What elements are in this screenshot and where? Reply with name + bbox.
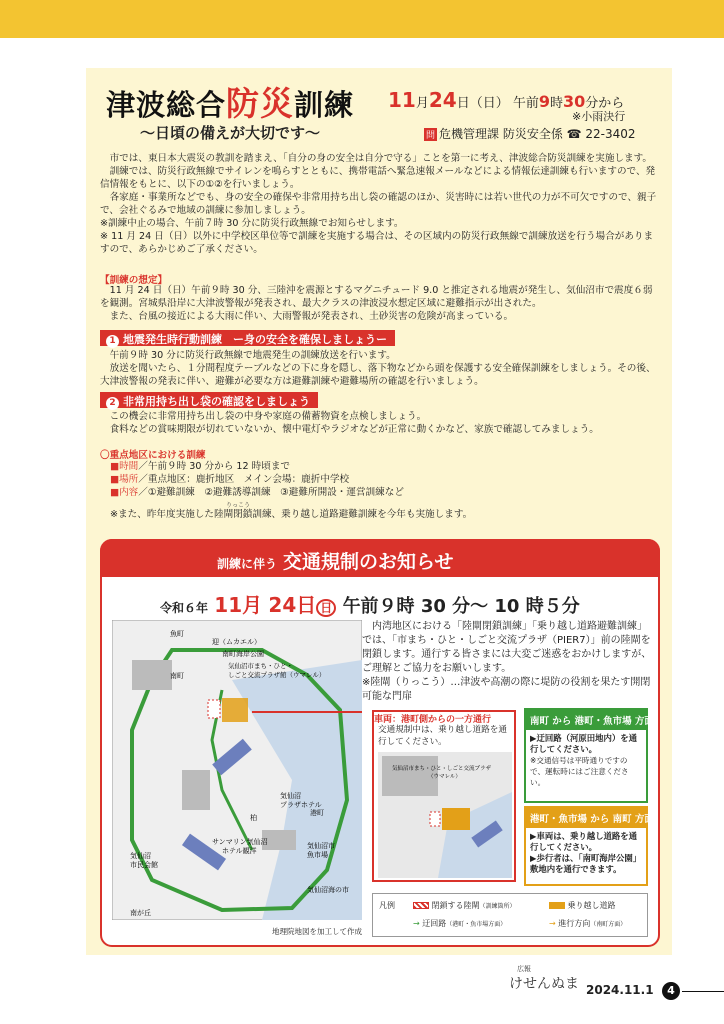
bypass-road-marker	[222, 698, 248, 722]
traffic-description: 内湾地区における「陸閘閉鎖訓練」「乗り越し道路避難訓練」では、「市まち・ひと・しごと交流プラザ（PIER7）」前の陸閘を閉鎖します。通行する皆さまには大変ご迷惑をおかけしますが、ご理解とご協力をお願いします。 ※陸閘（りっこう）…津波や高潮の際に堤防の役割を果たす開閉可能な門扉	[362, 621, 652, 702]
page-subtitle: ～日頃の備えが大切です～	[140, 124, 321, 142]
focus-note: ※また、昨年度実施した陸閘閉鎖訓練、乗り越し道路避難訓練を今年も実施します。	[110, 509, 473, 520]
green-route-note: ※交通信号は平時通りですので、運転時にはご注意ください。	[530, 756, 629, 787]
publication-logo: 広報 けせんぬま	[509, 965, 579, 992]
rain-note: ※小雨決行	[572, 110, 626, 123]
page-number: 4	[662, 982, 680, 1000]
label-plaza-2: しごと交流プラザ館（ウマレル）	[228, 671, 326, 679]
label-minami: 南町	[170, 672, 184, 680]
inset-plaza-label: 気仙沼市まち・ひと・しごと交流プラザ	[392, 766, 492, 772]
page-title: 津波総合防災訓練	[106, 84, 355, 123]
focus-heading: 〇重点地区における訓練	[100, 450, 206, 461]
label-plaza: 気仙沼市まち・ひと・	[228, 662, 293, 670]
detour-inset-map	[378, 752, 512, 878]
legend-closed: 閉鎖する陸閘（訓練箇所）	[413, 900, 516, 911]
map-legend	[372, 893, 648, 937]
label-shimin: 気仙沼	[130, 852, 151, 860]
section2-text: この機会に非常用持ち出し袋の中身や家庭の備蓄物資を点検しましょう。 食料などの賞味期限が切れていないか、懐中電灯やラジオなどが正常に動くかなど、家族で確認してみましょう。	[100, 411, 599, 435]
intro-text: 市では、東日本大震災の教訓を踏まえ、「自分の身の安全は自分で守る」ことを第一に考え、津波総合防災訓練を実施します。 訓練では、防災行政無線でサイレンを鳴らすとともに、携帯電話へ緊急速報メールなどによる情報伝達訓練も行いますので、発信情報をもとに、以下の①②を行いましょう。 各家庭・事業所などでも、身の安全の確保や非常用持ち出し袋の確認のほか、災害時には若い世代の力が不可欠ですので、親子で、会社ぐるみで地域の訓練に参加しましょう。 ※訓練中止の場合、午前７時 30 分に防災行政無線でお知らせします。 ※ 11 月 24 日（日）以外に中学校区単位等で訓練を実施する場合は、その区域内の防災行政無線で訓練放送を行う場合がありますので、あらかじめご了承ください。	[100, 153, 657, 255]
label-sunmarine: サンマリン気仙沼	[212, 838, 268, 846]
map-credit: 地理院地図を加工して作成	[272, 927, 362, 936]
map-block	[182, 770, 210, 810]
legend-bypass: 乗り越し道路	[549, 900, 616, 911]
map-block	[132, 660, 172, 690]
event-datetime: 11月24日（日） 午前9時30分から	[388, 88, 625, 112]
green-route-box	[524, 708, 654, 803]
label-shimin-2: 市民会館	[130, 861, 158, 869]
label-aquarium: 気仙沼海の市	[307, 886, 349, 894]
orange-route-head: 港町・魚市場 から 南町 方面	[526, 808, 646, 828]
top-accent-bar	[0, 0, 724, 38]
green-route-item: ▶迂回路（河原田地内）を通行してください。	[530, 733, 637, 754]
label-park: 南町海岸公園	[222, 650, 264, 658]
legend-direction: → 進行方向（南町方面）	[549, 919, 627, 928]
label-uomachi: 魚町	[170, 630, 184, 638]
label-kashiwa: 柏	[250, 814, 257, 822]
label-minatomachi: 港町	[310, 809, 324, 817]
traffic-title: 訓練に伴う 交通規制のお知らせ	[217, 551, 454, 573]
label-hotel: 気仙沼	[280, 792, 301, 800]
traffic-map	[112, 620, 362, 920]
orange-route-item2: ▶歩行者は、「南町海岸公園」敷地内を通行できます。	[530, 853, 642, 874]
section1-heading: 1 地震発生時行動訓練 ー身の安全を確保しましょうー	[100, 330, 395, 346]
label-mukaeru: 迎（ムカエル）	[212, 638, 261, 646]
scenario-label: 【訓練の想定】	[100, 275, 168, 286]
page-rule	[682, 991, 724, 992]
orange-route-box	[524, 806, 654, 886]
legend-title: 凡例	[379, 901, 395, 910]
label-fishmarket-2: 魚市場	[307, 851, 328, 859]
inset-plaza-label-2: （ウマレル）	[428, 774, 461, 780]
label-sunmarine-2: ホテル観洋	[222, 847, 257, 855]
detour-callout-text: 交通規制中は、乗り越し道路を通行してください。	[378, 725, 507, 747]
traffic-date: 令和６年 11月 24日 日 午前９時 30 分～ 10 時５分	[160, 593, 580, 617]
focus-list: ■時間／午前９時 30 分から 12 時頃まで ■場所／重点地区：鹿折地区 メイン会場：鹿折中学校 ■内容／①避難訓練 ②避難誘導訓練 ③避難所開設・運営訓練など	[110, 461, 404, 498]
legend-detour: → 迂回路（港町・魚市場方面）	[413, 919, 507, 928]
label-hotel-2: プラザホテル	[280, 801, 322, 809]
detour-callout-head: 車両：港町側からの一方通行	[374, 715, 492, 725]
closed-gate-marker	[208, 700, 220, 718]
inquiry-tag: 問	[424, 128, 437, 141]
green-route-head: 南町 から 港町・魚市場 方面	[526, 710, 646, 730]
label-nangou: 南が丘	[130, 909, 151, 917]
section2-heading: 2 非常用持ち出し袋の確認をしましょう	[100, 392, 318, 408]
ruby-rikko: りっこう	[226, 502, 251, 509]
orange-route-item1: ▶車両は、乗り越し道路を通行してください。	[530, 831, 637, 852]
label-fishmarket: 気仙沼市	[307, 842, 335, 850]
section1-text: 午前９時 30 分に防災行政無線で地震発生の訓練放送を行います。 放送を聞いたら、１分間程度テーブルなどの下に身を隠し、落下物などから頭を保護する安全確保訓練をしましょう。その後、大津波警報の発表に伴い、避難が必要な方は避難訓練や避難場所の確認を行いましょう。	[100, 350, 656, 387]
scenario-text: 11 月 24 日（日）午前９時 30 分、三陸沖を震源とするマグニチュード 9.0 と推定される地震が発生し、気仙沼市で震度６弱を観測。宮城県沿岸に大津波警報が発表され、最大クラスの津波浸水想定区域に避難指示が出された。 また、台風の接近による大雨に伴い、大雨警報が発表され、土砂災害の危険が高まっている。	[100, 285, 653, 322]
issue-date: 2024.11.1	[586, 983, 654, 997]
contact-info: 問 危機管理課 防災安全係 ☎ 22-3402	[426, 127, 636, 141]
